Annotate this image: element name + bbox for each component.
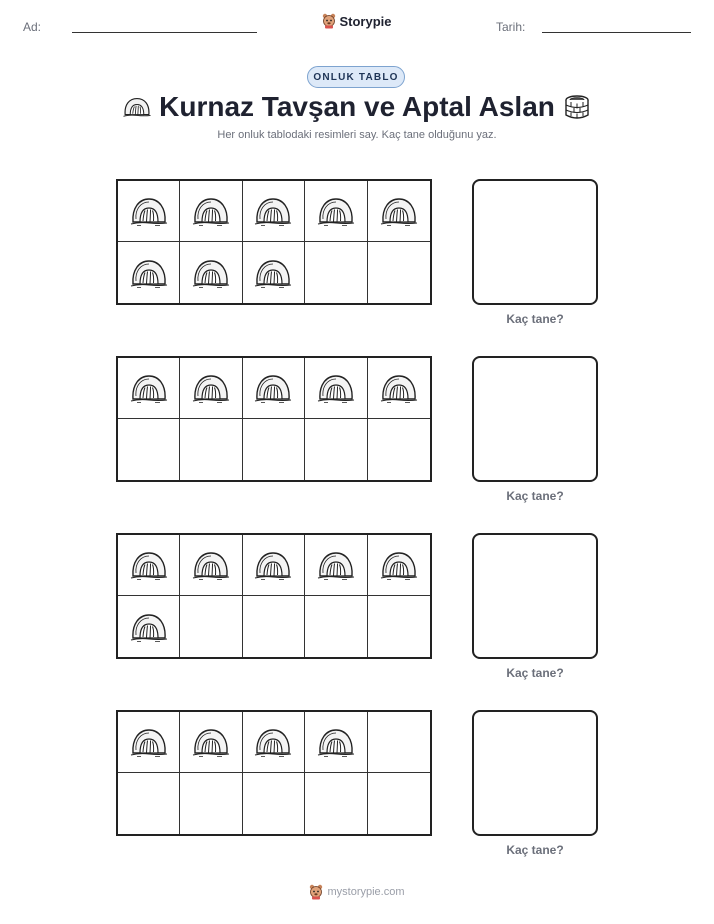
answer-box[interactable] [472, 533, 598, 659]
name-label: Ad: [23, 20, 42, 34]
answer-box[interactable] [472, 710, 598, 836]
cave-icon [129, 372, 169, 404]
ten-frame-cell [305, 419, 367, 480]
cave-icon [129, 195, 169, 227]
cave-icon [253, 549, 293, 581]
ten-frame-cell [180, 596, 242, 657]
footer [0, 884, 714, 900]
footer-site: mystorypie.com [327, 886, 405, 898]
cave-icon [191, 195, 231, 227]
ten-frame-cell [243, 181, 305, 242]
ten-frame-cell [180, 419, 242, 480]
cave-icon [191, 372, 231, 404]
cave-icon [129, 611, 169, 643]
ten-frame-cell [305, 712, 367, 773]
answer-label: Kaç tane? [506, 843, 564, 857]
answer-label: Kaç tane? [506, 666, 564, 680]
ten-frame-cell [118, 712, 180, 773]
ten-frame-cell [118, 419, 180, 480]
ten-frame-cell [305, 535, 367, 596]
ten-frame-cell [118, 358, 180, 419]
worksheet-type-badge: ONLUK TABLO [307, 66, 405, 88]
cave-icon [191, 549, 231, 581]
ten-frame-cell [118, 596, 180, 657]
ten-frame-cell [118, 242, 180, 303]
ten-frame-cell [305, 181, 367, 242]
cave-icon [191, 726, 231, 758]
ten-frame-cell [243, 358, 305, 419]
cave-icon [316, 372, 356, 404]
ten-frame-cell [180, 181, 242, 242]
ten-frame-cell [305, 358, 367, 419]
date-line[interactable] [542, 32, 691, 33]
cave-icon [316, 549, 356, 581]
cave-icon [379, 195, 419, 227]
ten-frame-cell [243, 596, 305, 657]
ten-frame-cell [305, 773, 367, 834]
ten-frame-cell [118, 535, 180, 596]
ten-frame-cell [368, 419, 430, 480]
cave-icon [129, 726, 169, 758]
cave-icon [253, 372, 293, 404]
ten-frame-cell [243, 242, 305, 303]
ten-frame-cell [368, 773, 430, 834]
answer-label: Kaç tane? [506, 312, 564, 326]
cave-icon [253, 257, 293, 289]
date-label: Tarih: [496, 20, 526, 34]
cave-icon [253, 726, 293, 758]
page-title: Kurnaz Tavşan ve Aptal Aslan [159, 91, 555, 122]
mascot-icon [322, 13, 336, 29]
ten-frame [116, 710, 432, 836]
ten-frame-cell [180, 242, 242, 303]
answer-label: Kaç tane? [506, 489, 564, 503]
ten-frame-cell [243, 773, 305, 834]
ten-frame-cell [368, 712, 430, 773]
ten-frame-cell [243, 712, 305, 773]
answer-box[interactable] [472, 356, 598, 482]
ten-frame-cell [368, 535, 430, 596]
ten-frame-cell [180, 535, 242, 596]
answer-box[interactable] [472, 179, 598, 305]
cave-icon [129, 257, 169, 289]
ten-frame-cell [118, 773, 180, 834]
ten-frame-cell [368, 358, 430, 419]
ten-frame-cell [368, 242, 430, 303]
cave-icon [129, 549, 169, 581]
ten-frame-cell [180, 773, 242, 834]
ten-frame [116, 533, 432, 659]
mascot-icon [309, 884, 323, 900]
ten-frame-cell [305, 242, 367, 303]
ten-frame-cell [243, 535, 305, 596]
ten-frame-cell [368, 181, 430, 242]
ten-frame [116, 356, 432, 482]
ten-frame [116, 179, 432, 305]
ten-frame-cell [180, 358, 242, 419]
cave-icon [316, 726, 356, 758]
cave-icon [316, 195, 356, 227]
ten-frame-cell [368, 596, 430, 657]
brand-name: Storypie [339, 13, 392, 29]
instructions: Her onluk tablodaki resimleri say. Kaç tane olduğunu yaz. [217, 129, 497, 141]
ten-frame-cell [305, 596, 367, 657]
ten-frame-cell [180, 712, 242, 773]
cave-icon [379, 372, 419, 404]
ten-frame-cell [118, 181, 180, 242]
cave-icon [253, 195, 293, 227]
brand-logo [0, 13, 714, 34]
cave-icon [191, 257, 231, 289]
cave-icon [379, 549, 419, 581]
ten-frame-cell [243, 419, 305, 480]
well-icon [563, 93, 591, 121]
